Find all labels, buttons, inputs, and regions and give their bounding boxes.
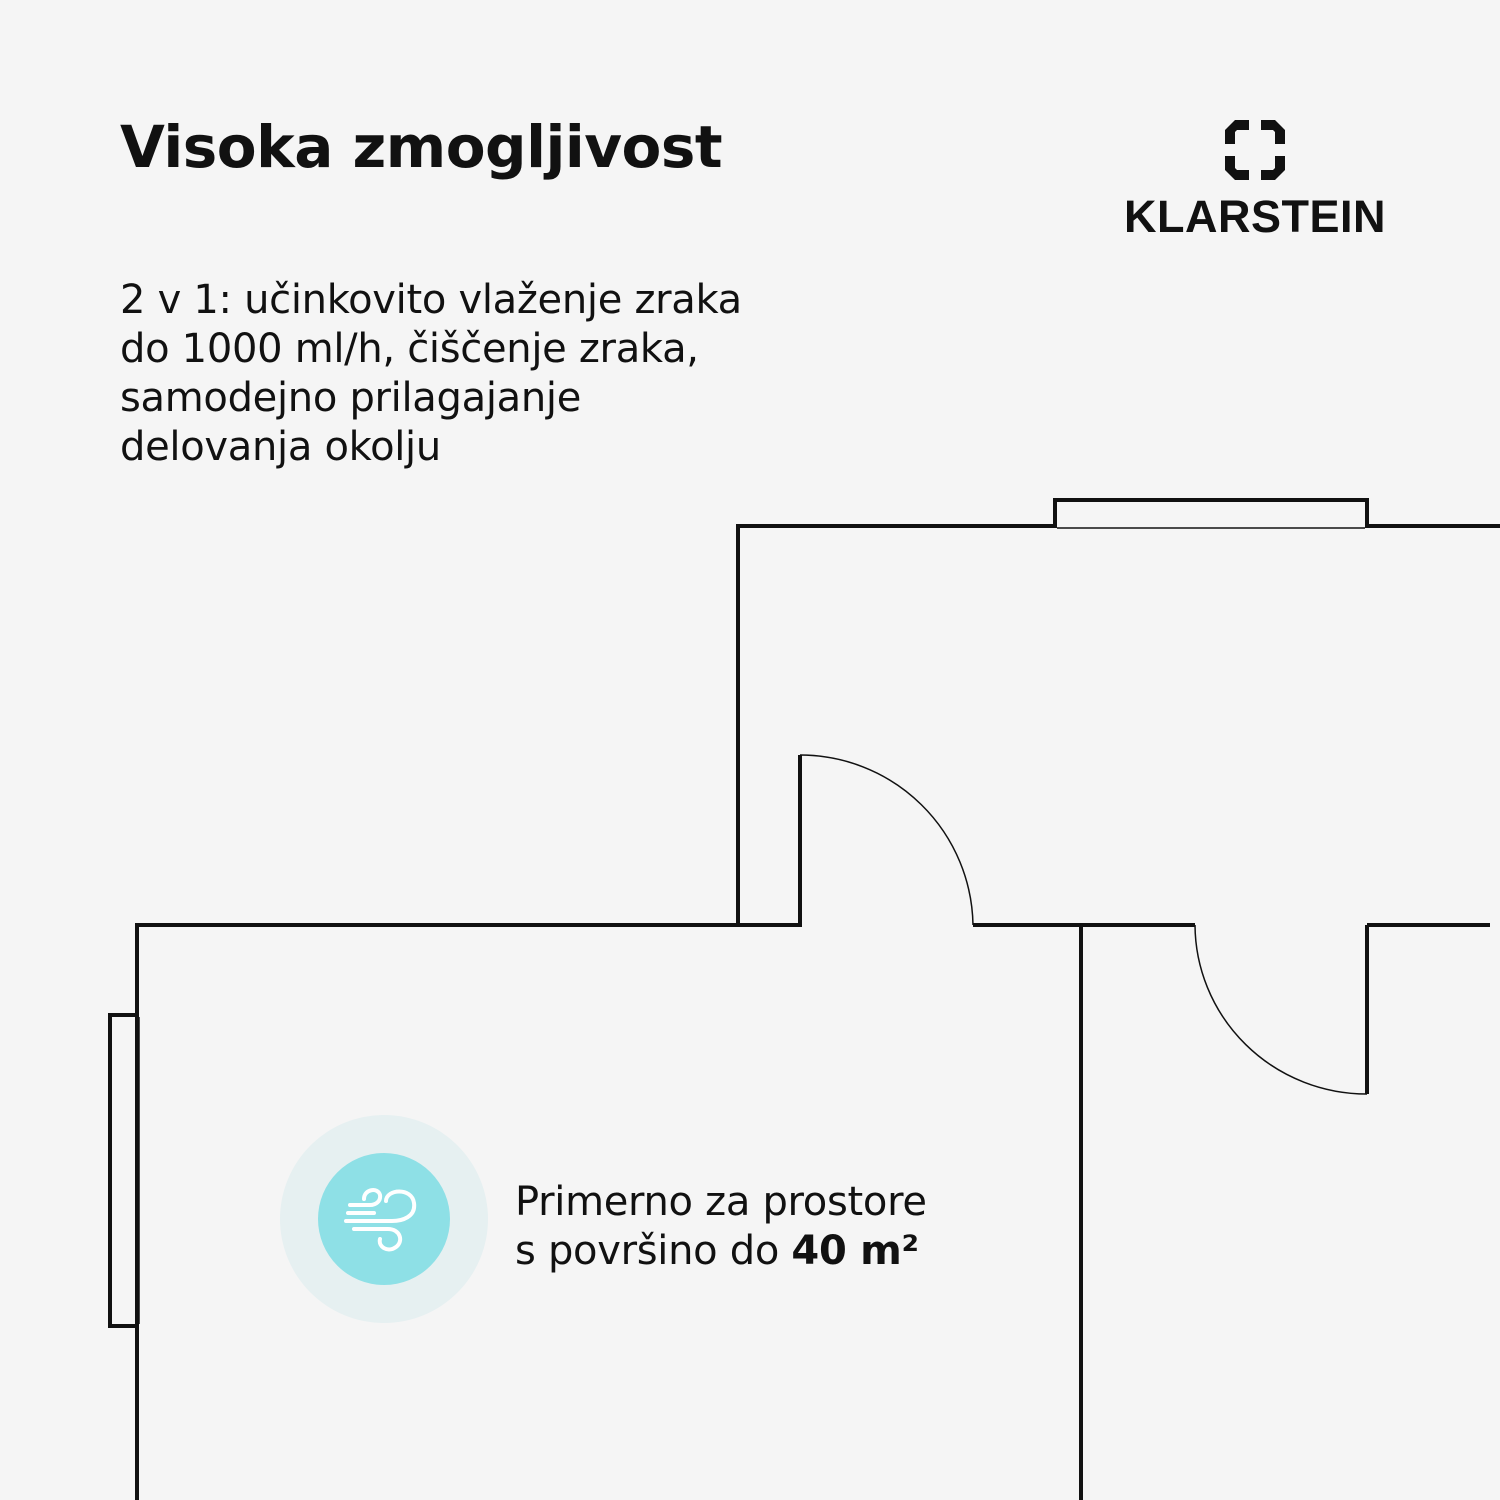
feature-icon-circle [318, 1153, 450, 1285]
brand-logo [1110, 118, 1400, 248]
feature-line-2 [515, 1227, 1035, 1276]
feature-room-area-value: 40 m² [791, 1228, 919, 1274]
klarstein-logo-icon [1223, 118, 1287, 182]
product-description: 2 v 1: učinkovito vlaženje zraka do 1000 ml/h, čiščenje zraka, samodejno prilagajanje delovanja okolju [120, 277, 742, 470]
feature-line-2-prefix: s površino do [515, 1228, 792, 1274]
feature-room-size [515, 1178, 1035, 1276]
upper-room-wall [738, 500, 1500, 925]
wind-icon [344, 1181, 424, 1257]
page-title: Visoka zmogljivost [120, 113, 723, 181]
right-door-swing [1195, 925, 1367, 1094]
feature-icon-halo [280, 1115, 488, 1323]
feature-line-1: Primerno za prostore [515, 1179, 927, 1225]
upper-door-swing [800, 755, 973, 925]
brand-name: KLARSTEIN [1124, 191, 1386, 242]
